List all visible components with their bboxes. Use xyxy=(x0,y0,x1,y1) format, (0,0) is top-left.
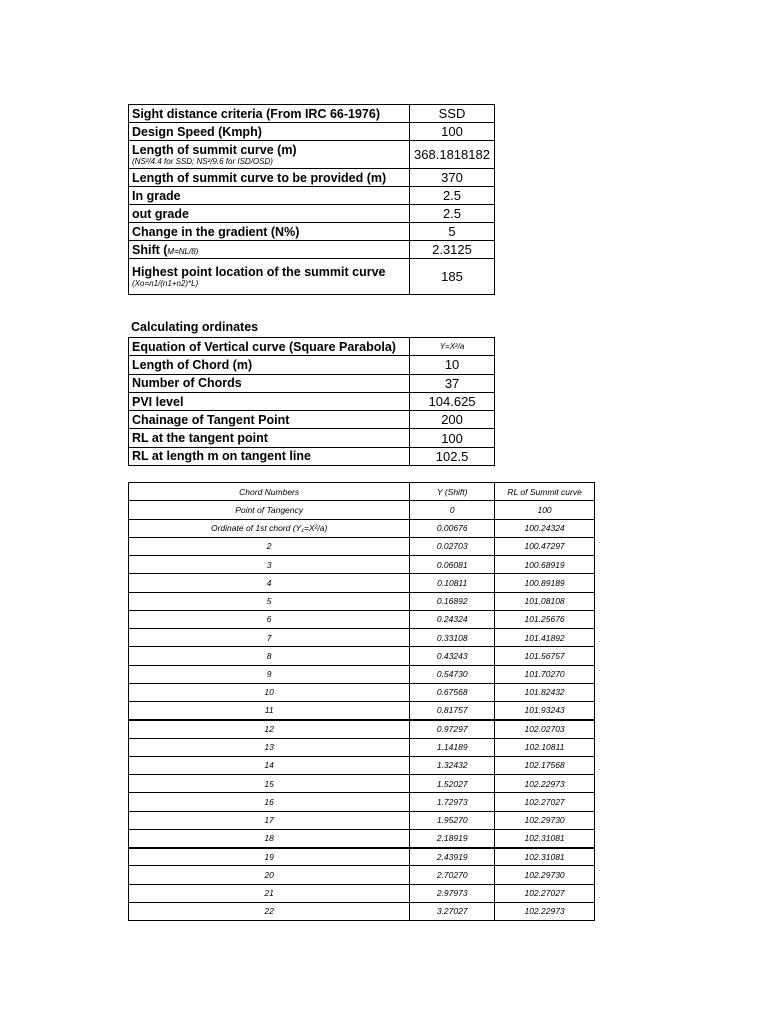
criteria-label: out grade xyxy=(129,205,410,223)
chord-number: 6 xyxy=(129,610,410,628)
criteria-label: Length of summit curve to be provided (m) xyxy=(129,169,410,187)
rl-value: 100 xyxy=(495,501,595,519)
criteria-value: 5 xyxy=(410,223,495,241)
ordinates-label: Length of Chord (m) xyxy=(129,356,410,374)
criteria-label-cell xyxy=(129,241,410,259)
chord-number: 17 xyxy=(129,811,410,829)
ordinates-row xyxy=(129,429,495,447)
table-row xyxy=(129,574,595,592)
criteria-row xyxy=(129,169,495,187)
table-row xyxy=(129,556,595,574)
chord-number: 14 xyxy=(129,756,410,774)
column-header: Chord Numbers xyxy=(129,483,410,501)
chord-number: Ordinate of 1st chord (Y₁=X²/a) xyxy=(129,519,410,537)
rl-value: 102.27027 xyxy=(495,884,595,902)
rl-value: 102.17568 xyxy=(495,756,595,774)
table-row xyxy=(129,756,595,774)
chord-header-row xyxy=(129,483,595,501)
rl-value: 102.10811 xyxy=(495,738,595,756)
criteria-label: Shift ( xyxy=(132,242,168,257)
shift-value: 0.00676 xyxy=(410,519,495,537)
chord-number: 22 xyxy=(129,902,410,920)
shift-value: 1.52027 xyxy=(410,775,495,793)
criteria-label: Design Speed (Kmph) xyxy=(129,123,410,141)
shift-value: 0.06081 xyxy=(410,556,495,574)
shift-value: 0.24324 xyxy=(410,610,495,628)
rl-value: 101.56757 xyxy=(495,647,595,665)
rl-value: 102.31081 xyxy=(495,848,595,866)
criteria-row xyxy=(129,241,495,259)
shift-value: 0.81757 xyxy=(410,702,495,720)
criteria-label-cell xyxy=(129,259,410,295)
ordinates-label: Number of Chords xyxy=(129,374,410,392)
shift-value: 0 xyxy=(410,501,495,519)
ordinates-row xyxy=(129,411,495,429)
rl-value: 100.89189 xyxy=(495,574,595,592)
table-row xyxy=(129,629,595,647)
shift-value: 0.54730 xyxy=(410,665,495,683)
criteria-row xyxy=(129,223,495,241)
chord-number: 15 xyxy=(129,775,410,793)
rl-value: 102.29730 xyxy=(495,866,595,884)
shift-value: 0.43243 xyxy=(410,647,495,665)
table-row xyxy=(129,683,595,701)
criteria-label-cell xyxy=(129,141,410,169)
table-row xyxy=(129,501,595,519)
table-row xyxy=(129,647,595,665)
ordinates-value: 100 xyxy=(410,429,495,447)
criteria-row xyxy=(129,259,495,295)
criteria-row xyxy=(129,205,495,223)
chord-table-body xyxy=(129,483,595,921)
shift-value: 0.67568 xyxy=(410,683,495,701)
ordinates-value: 104.625 xyxy=(410,392,495,410)
criteria-row xyxy=(129,141,495,169)
criteria-label: Sight distance criteria (From IRC 66-1976) xyxy=(129,105,410,123)
rl-value: 101.25676 xyxy=(495,610,595,628)
ordinates-label: RL at length m on tangent line xyxy=(129,447,410,465)
column-header: RL of Summit curve xyxy=(495,483,595,501)
shift-value: 2.43919 xyxy=(410,848,495,866)
chord-number: 2 xyxy=(129,537,410,555)
rl-value: 100.68919 xyxy=(495,556,595,574)
criteria-row xyxy=(129,187,495,205)
table-row xyxy=(129,793,595,811)
shift-value: 1.72973 xyxy=(410,793,495,811)
ordinates-row xyxy=(129,374,495,392)
shift-value: 2.97973 xyxy=(410,884,495,902)
ordinates-label: Equation of Vertical curve (Square Parabola) xyxy=(129,338,410,356)
criteria-label: Change in the gradient (N%) xyxy=(129,223,410,241)
rl-value: 102.31081 xyxy=(495,829,595,847)
table-row xyxy=(129,811,595,829)
chord-number: 7 xyxy=(129,629,410,647)
criteria-label: In grade xyxy=(129,187,410,205)
table-row xyxy=(129,738,595,756)
shift-value: 1.14189 xyxy=(410,738,495,756)
column-header: Y (Shift) xyxy=(410,483,495,501)
chord-number: 18 xyxy=(129,829,410,847)
criteria-value: SSD xyxy=(410,105,495,123)
chord-number: 11 xyxy=(129,702,410,720)
ordinates-label: Chainage of Tangent Point xyxy=(129,411,410,429)
rl-value: 100.24324 xyxy=(495,519,595,537)
ordinates-value: 10 xyxy=(410,356,495,374)
rl-value: 102.27027 xyxy=(495,793,595,811)
chord-number: 16 xyxy=(129,793,410,811)
table-row xyxy=(129,775,595,793)
shift-value: 0.02703 xyxy=(410,537,495,555)
chord-number: 20 xyxy=(129,866,410,884)
criteria-label: Highest point location of the summit curve xyxy=(132,265,386,279)
chord-number: 21 xyxy=(129,884,410,902)
table-row xyxy=(129,829,595,847)
table-row xyxy=(129,519,595,537)
shift-value: 1.95270 xyxy=(410,811,495,829)
criteria-value: 185 xyxy=(410,259,495,295)
rl-value: 102.02703 xyxy=(495,720,595,738)
ordinates-label: PVI level xyxy=(129,392,410,410)
chord-number: Point of Tangency xyxy=(129,501,410,519)
criteria-label: Length of summit curve (m) xyxy=(132,143,297,157)
chord-number: 9 xyxy=(129,665,410,683)
criteria-value: 2.5 xyxy=(410,187,495,205)
ordinates-label: RL at the tangent point xyxy=(129,429,410,447)
rl-value: 101.08108 xyxy=(495,592,595,610)
criteria-value: 2.3125 xyxy=(410,241,495,259)
shift-value: 0.16892 xyxy=(410,592,495,610)
table-row xyxy=(129,702,595,720)
table-row xyxy=(129,902,595,920)
ordinates-table xyxy=(128,337,495,466)
table-row xyxy=(129,848,595,866)
table-row xyxy=(129,610,595,628)
table-row xyxy=(129,665,595,683)
rl-value: 101.93243 xyxy=(495,702,595,720)
shift-value: 0.10811 xyxy=(410,574,495,592)
shift-value: 3.27027 xyxy=(410,902,495,920)
table-row xyxy=(129,720,595,738)
rl-value: 102.22973 xyxy=(495,902,595,920)
criteria-value: 368.1818182 xyxy=(410,141,495,169)
rl-value: 102.22973 xyxy=(495,775,595,793)
ordinates-value: Y=X²/a xyxy=(410,338,495,356)
criteria-table xyxy=(128,104,495,295)
table-row xyxy=(129,592,595,610)
criteria-value: 100 xyxy=(410,123,495,141)
section-heading: Calculating ordinates xyxy=(131,320,259,334)
table-row xyxy=(129,866,595,884)
ordinates-value: 102.5 xyxy=(410,447,495,465)
shift-value: 2.18919 xyxy=(410,829,495,847)
shift-value: 2.70270 xyxy=(410,866,495,884)
table-row xyxy=(129,537,595,555)
shift-value: 0.33108 xyxy=(410,629,495,647)
criteria-row xyxy=(129,123,495,141)
chord-number: 10 xyxy=(129,683,410,701)
table-row xyxy=(129,884,595,902)
chord-number: 19 xyxy=(129,848,410,866)
rl-value: 100.47297 xyxy=(495,537,595,555)
chord-number: 13 xyxy=(129,738,410,756)
ordinates-value: 37 xyxy=(410,374,495,392)
chord-number: 3 xyxy=(129,556,410,574)
criteria-note: (Xo=n1/(n1+n2)*L) xyxy=(132,279,199,288)
chord-number: 5 xyxy=(129,592,410,610)
ordinates-row xyxy=(129,356,495,374)
chord-table xyxy=(128,482,595,921)
chord-number: 4 xyxy=(129,574,410,592)
criteria-value: 2.5 xyxy=(410,205,495,223)
rl-value: 102.29730 xyxy=(495,811,595,829)
rl-value: 101.41892 xyxy=(495,629,595,647)
shift-value: 1.32432 xyxy=(410,756,495,774)
ordinates-value: 200 xyxy=(410,411,495,429)
criteria-note: M=NL/8) xyxy=(167,246,199,256)
shift-value: 0.97297 xyxy=(410,720,495,738)
ordinates-row xyxy=(129,338,495,356)
rl-value: 101.70270 xyxy=(495,665,595,683)
rl-value: 101.82432 xyxy=(495,683,595,701)
criteria-row xyxy=(129,105,495,123)
chord-number: 8 xyxy=(129,647,410,665)
criteria-note: (NS²/4.4 for SSD; NS²/9.6 for ISD/OSD) xyxy=(132,157,273,166)
criteria-value: 370 xyxy=(410,169,495,187)
ordinates-row xyxy=(129,392,495,410)
chord-number: 12 xyxy=(129,720,410,738)
ordinates-row xyxy=(129,447,495,465)
